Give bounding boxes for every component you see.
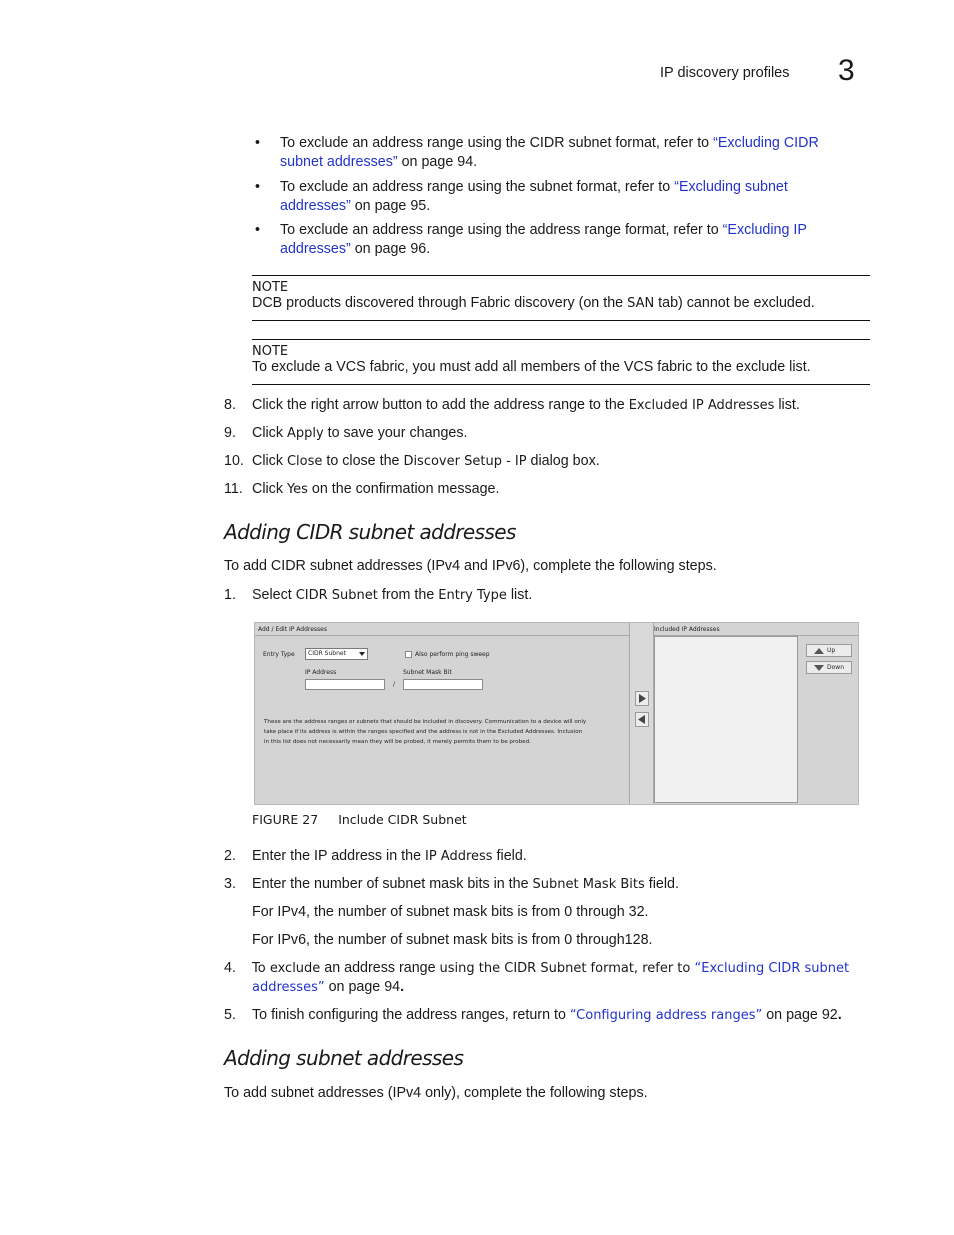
- step-text-part: on page 92: [762, 1007, 838, 1023]
- figure-title: Include CIDR Subnet: [338, 812, 467, 827]
- figure-caption: [252, 810, 467, 829]
- bullet-text: To exclude an address range using the address range format, refer to: [280, 222, 723, 238]
- note-rule-bottom: [252, 384, 870, 385]
- step-text-part: Enter the IP address in the: [252, 848, 425, 864]
- xref-link[interactable]: “Excluding CIDR subnet: [694, 961, 850, 976]
- step-text-part: on the confirmation message.: [307, 481, 500, 497]
- ui-term: Close: [286, 454, 323, 469]
- step-text-part: Click: [252, 453, 287, 469]
- figure-number: FIGURE 27: [252, 812, 319, 827]
- step-number: 1.: [224, 587, 236, 603]
- ui-term: Subnet Mask Bits: [532, 877, 645, 892]
- panel-title: Add / Edit IP Addresses: [258, 626, 327, 633]
- ip-address-label: IP Address: [305, 669, 337, 676]
- bullet-item: [280, 221, 860, 259]
- step-number: 5.: [224, 1007, 236, 1023]
- step-number: 10.: [224, 453, 244, 469]
- step-text: [252, 480, 862, 499]
- step-text-part: list.: [506, 587, 533, 603]
- add-edit-panel: [255, 623, 630, 804]
- bullet-text: on page 95.: [350, 198, 431, 214]
- section-intro: To add CIDR subnet addresses (IPv4 and IPv6), complete the following steps.: [224, 558, 717, 574]
- section-heading: Adding CIDR subnet addresses: [224, 520, 516, 544]
- bullet-item: [280, 134, 860, 172]
- step-text-part: To finish configuring the address ranges, return to: [252, 1007, 570, 1023]
- ui-term: using the CIDR Subnet format, refer to: [439, 961, 695, 976]
- step-text-part: Select: [252, 587, 296, 603]
- ui-term: IP Address: [425, 849, 493, 864]
- figure-include-cidr-subnet: [254, 622, 859, 805]
- step-number: 9.: [224, 425, 236, 441]
- step-number: 4.: [224, 960, 236, 976]
- subnet-mask-input[interactable]: [403, 679, 483, 690]
- arrow-left-icon: [636, 713, 648, 726]
- included-panel: [654, 623, 858, 804]
- step-text: [252, 1006, 862, 1025]
- bullet-text: on page 94.: [397, 154, 478, 170]
- step-text: [252, 396, 862, 415]
- step-text-part: Click: [252, 425, 287, 441]
- info-text-line: in this list does not necessarily mean they will be probed, it merely permits them to be probed.: [264, 739, 531, 745]
- ui-term: Apply: [286, 426, 324, 441]
- transfer-arrows: [630, 623, 654, 804]
- down-button[interactable]: [806, 661, 852, 674]
- ui-term: Excluded IP Addresses: [628, 398, 775, 413]
- step-text-part: dialog box.: [526, 453, 600, 469]
- xref-link[interactable]: addresses”: [280, 198, 351, 214]
- xref-link[interactable]: “Configuring address ranges”: [569, 1008, 763, 1023]
- arrow-up-icon: [813, 647, 825, 655]
- note-rule-bottom: [252, 320, 870, 321]
- up-label: Up: [827, 647, 836, 654]
- bullet-text: To exclude an address range using the CIDR subnet format, refer to: [280, 135, 714, 151]
- remove-left-arrow-button[interactable]: [635, 712, 649, 727]
- ip-address-input[interactable]: [305, 679, 385, 690]
- info-text-line: These are the address ranges or subnets that should be included in discovery. Communication to a device will only: [264, 719, 587, 725]
- bullet-dot: •: [255, 179, 261, 195]
- step-number: 8.: [224, 397, 236, 413]
- note-text-part: tab) cannot be excluded.: [654, 295, 815, 311]
- step-text-part: an address range: [320, 960, 440, 976]
- note-rule-top: [252, 275, 870, 276]
- step-text-part: field.: [644, 876, 679, 892]
- step-number: 3.: [224, 876, 236, 892]
- xref-link[interactable]: subnet addresses”: [280, 154, 398, 170]
- step-text-part: .: [400, 979, 405, 995]
- bullet-item: [280, 178, 860, 216]
- step-text: [252, 959, 862, 997]
- chapter-number: 3: [838, 54, 855, 87]
- step-text-part: Click the right arrow button to add the address range to the: [252, 397, 629, 413]
- step-text-part: to save your changes.: [323, 425, 468, 441]
- arrow-right-icon: [636, 692, 648, 705]
- slash-separator: /: [393, 681, 396, 688]
- ping-sweep-checkbox[interactable]: [405, 651, 412, 658]
- step-text-part: Enter the number of subnet mask bits in the: [252, 876, 533, 892]
- step-text-part: from the: [377, 587, 439, 603]
- note-text-part: DCB products discovered through Fabric discovery (on the: [252, 295, 628, 311]
- xref-link[interactable]: addresses”: [252, 980, 325, 995]
- entry-type-value: CIDR Subnet: [308, 650, 346, 657]
- step-text: [252, 424, 862, 443]
- xref-link[interactable]: “Excluding IP: [722, 222, 807, 238]
- step-text-part: Click: [252, 481, 287, 497]
- ui-term: Entry Type: [438, 588, 507, 603]
- chevron-down-icon: [359, 652, 365, 656]
- note-rule-top: [252, 339, 870, 340]
- arrow-down-icon: [813, 664, 825, 672]
- step-text: [252, 452, 862, 471]
- note-label: NOTE: [252, 280, 289, 295]
- step-text: [252, 586, 862, 605]
- step-text-part: .: [837, 1007, 842, 1023]
- ui-term: Discover Setup - IP: [403, 454, 527, 469]
- step-text: [252, 875, 862, 894]
- included-addresses-list[interactable]: [654, 636, 798, 803]
- entry-type-label: Entry Type: [263, 651, 295, 658]
- add-right-arrow-button[interactable]: [635, 691, 649, 706]
- ipv6-note: For IPv6, the number of subnet mask bits is from 0 through128.: [252, 932, 653, 948]
- step-text: [252, 847, 862, 866]
- ipv4-note: For IPv4, the number of subnet mask bits is from 0 through 32.: [252, 904, 649, 920]
- section-heading: Adding subnet addresses: [224, 1046, 464, 1070]
- bullet-text: To exclude an address range using the subnet format, refer to: [280, 179, 675, 195]
- ui-term: SAN: [627, 296, 655, 311]
- xref-link[interactable]: addresses”: [280, 241, 351, 257]
- step-number: 2.: [224, 848, 236, 864]
- xref-link[interactable]: “Excluding subnet: [674, 179, 788, 195]
- bullet-text: on page 96.: [350, 241, 431, 257]
- step-text-part: on page 94: [324, 979, 401, 995]
- ui-term: Yes: [286, 482, 308, 497]
- note-text: To exclude a VCS fabric, you must add all members of the VCS fabric to the exclude list.: [252, 359, 811, 375]
- note-label: NOTE: [252, 344, 289, 359]
- running-header: IP discovery profiles: [660, 65, 790, 81]
- up-button[interactable]: [806, 644, 852, 657]
- section-intro: To add subnet addresses (IPv4 only), complete the following steps.: [224, 1085, 648, 1101]
- ui-term: To exclude: [252, 961, 321, 976]
- step-text-part: to close the: [322, 453, 404, 469]
- note-text: [252, 294, 870, 313]
- panel-divider: [255, 635, 629, 636]
- info-text-line: take place if its address is within the ranges specified and the address is not in the Excluded Addresses. Inclusion: [264, 729, 583, 735]
- xref-link[interactable]: “Excluding CIDR: [713, 135, 819, 151]
- entry-type-select[interactable]: [305, 648, 368, 660]
- ui-term: CIDR Subnet: [295, 588, 378, 603]
- step-number: 11.: [224, 481, 243, 497]
- ping-sweep-label: Also perform ping sweep: [415, 651, 490, 658]
- bullet-dot: •: [255, 222, 261, 238]
- step-text-part: list.: [774, 397, 800, 413]
- down-label: Down: [827, 664, 845, 671]
- subnet-mask-label: Subnet Mask Bit: [403, 669, 452, 676]
- panel-title: Included IP Addresses: [654, 626, 720, 633]
- bullet-dot: •: [255, 135, 261, 151]
- step-text-part: field.: [492, 848, 527, 864]
